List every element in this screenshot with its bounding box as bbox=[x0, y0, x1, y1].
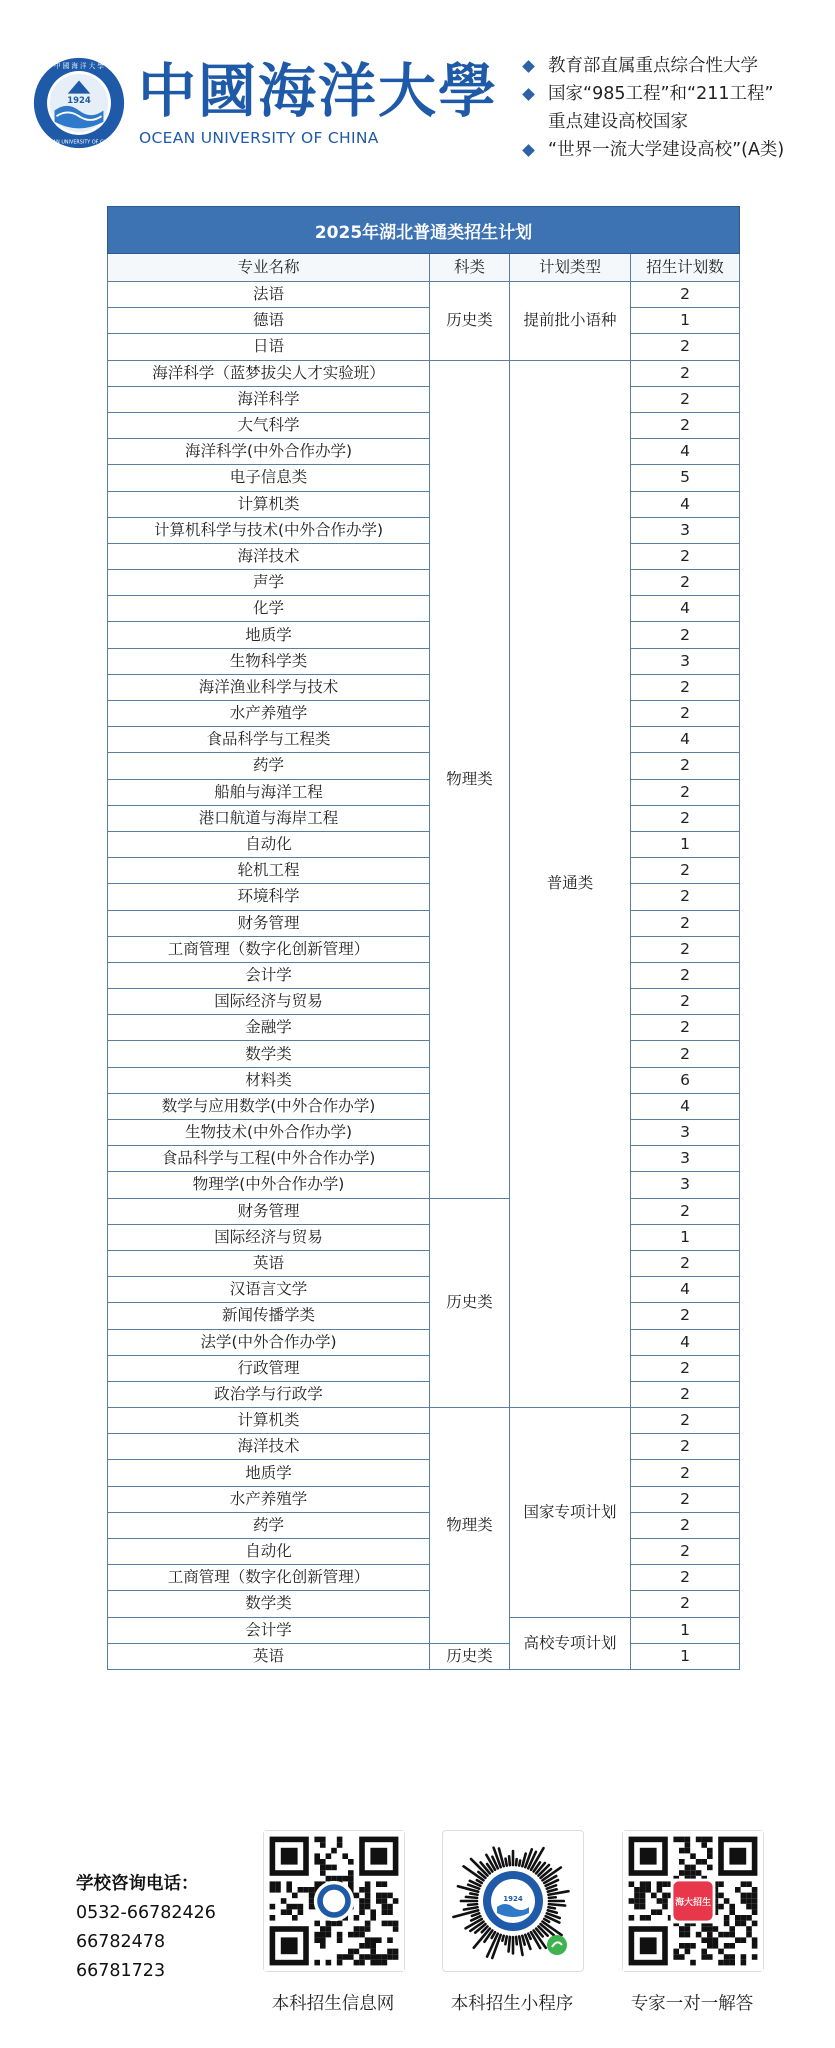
cell-subject: 物理类 bbox=[430, 1408, 510, 1644]
cell-count: 4 bbox=[631, 1093, 740, 1119]
cell-major: 工商管理（数字化创新管理） bbox=[108, 1565, 430, 1591]
university-name-en: OCEAN UNIVERSITY OF CHINA bbox=[139, 129, 379, 147]
table-row bbox=[108, 386, 740, 412]
table-row bbox=[108, 884, 740, 910]
cell-count: 2 bbox=[631, 884, 740, 910]
cell-major: 港口航道与海岸工程 bbox=[108, 805, 430, 831]
cell-major: 财务管理 bbox=[108, 910, 430, 936]
highlight-item: 国家“985工程”和“211工程” 重点建设高校国家 bbox=[520, 80, 835, 136]
cell-major: 工商管理（数字化创新管理） bbox=[108, 936, 430, 962]
diamond-bullet-icon bbox=[522, 60, 535, 73]
cell-major: 化学 bbox=[108, 596, 430, 622]
cell-major: 药学 bbox=[108, 1512, 430, 1538]
cell-major: 德语 bbox=[108, 308, 430, 334]
cell-subject: 物理类 bbox=[430, 360, 510, 1198]
table-row bbox=[108, 727, 740, 753]
cell-count: 2 bbox=[631, 753, 740, 779]
cell-major: 计算机类 bbox=[108, 1408, 430, 1434]
table-title: 2025年湖北普通类招生计划 bbox=[108, 207, 740, 254]
cell-major: 法学(中外合作办学) bbox=[108, 1329, 430, 1355]
table-row bbox=[108, 1355, 740, 1381]
table-row bbox=[108, 412, 740, 438]
cell-major: 国际经济与贸易 bbox=[108, 1224, 430, 1250]
table-row bbox=[108, 570, 740, 596]
cell-major: 金融学 bbox=[108, 1015, 430, 1041]
cell-count: 2 bbox=[631, 674, 740, 700]
table-row bbox=[108, 439, 740, 465]
cell-count: 1 bbox=[631, 1643, 740, 1669]
table-row bbox=[108, 1408, 740, 1434]
table-row bbox=[108, 1381, 740, 1407]
qr-label-miniprogram: 本科招生小程序 bbox=[450, 1994, 574, 2014]
qr-code-website-icon[interactable] bbox=[263, 1830, 405, 1972]
cell-major: 食品科学与工程类 bbox=[108, 727, 430, 753]
cell-major: 电子信息类 bbox=[108, 465, 430, 491]
cell-count: 2 bbox=[631, 858, 740, 884]
cell-major: 海洋科学 bbox=[108, 386, 430, 412]
cell-major: 地质学 bbox=[108, 622, 430, 648]
cell-count: 2 bbox=[631, 962, 740, 988]
cell-major: 船舶与海洋工程 bbox=[108, 779, 430, 805]
cell-count: 2 bbox=[631, 570, 740, 596]
cell-count: 3 bbox=[631, 517, 740, 543]
cell-major: 英语 bbox=[108, 1643, 430, 1669]
table-row bbox=[108, 622, 740, 648]
table-row bbox=[108, 1198, 740, 1224]
cell-major: 药学 bbox=[108, 753, 430, 779]
cell-major: 海洋渔业科学与技术 bbox=[108, 674, 430, 700]
table-row bbox=[108, 1015, 740, 1041]
cell-count: 2 bbox=[631, 334, 740, 360]
cell-count: 1 bbox=[631, 1617, 740, 1643]
table-row bbox=[108, 910, 740, 936]
cell-major: 环境科学 bbox=[108, 884, 430, 910]
cell-count: 2 bbox=[631, 360, 740, 386]
highlight-item: “世界一流大学建设高校”(A类) bbox=[520, 136, 835, 164]
table-row bbox=[108, 858, 740, 884]
table-row bbox=[108, 360, 740, 386]
cell-plan-type: 高校专项计划 bbox=[510, 1617, 631, 1669]
cell-count: 1 bbox=[631, 831, 740, 857]
header-plan-type: 计划类型 bbox=[510, 254, 631, 282]
cell-count: 2 bbox=[631, 412, 740, 438]
cell-count: 2 bbox=[631, 282, 740, 308]
cell-major: 数学类 bbox=[108, 1041, 430, 1067]
table-row bbox=[108, 753, 740, 779]
cell-count: 2 bbox=[631, 1381, 740, 1407]
table-row bbox=[108, 1643, 740, 1669]
cell-major: 数学类 bbox=[108, 1591, 430, 1617]
cell-count: 4 bbox=[631, 1277, 740, 1303]
cell-count: 2 bbox=[631, 779, 740, 805]
table-row bbox=[108, 1172, 740, 1198]
emblem-year: 1924 bbox=[67, 95, 91, 105]
table-row bbox=[108, 1041, 740, 1067]
table-row bbox=[108, 831, 740, 857]
cell-count: 2 bbox=[631, 1539, 740, 1565]
university-emblem-icon bbox=[32, 56, 126, 150]
cell-count: 2 bbox=[631, 1486, 740, 1512]
cell-count: 2 bbox=[631, 1355, 740, 1381]
table-row bbox=[108, 962, 740, 988]
table-row bbox=[108, 779, 740, 805]
cell-major: 材料类 bbox=[108, 1067, 430, 1093]
cell-count: 4 bbox=[631, 727, 740, 753]
diamond-bullet-icon bbox=[522, 144, 535, 157]
table-row bbox=[108, 1565, 740, 1591]
cell-plan-type: 提前批小语种 bbox=[510, 282, 631, 361]
cell-count: 2 bbox=[631, 701, 740, 727]
cell-major: 法语 bbox=[108, 282, 430, 308]
cell-count: 2 bbox=[631, 1591, 740, 1617]
cell-count: 2 bbox=[631, 386, 740, 412]
table-row bbox=[108, 491, 740, 517]
cell-major: 自动化 bbox=[108, 1539, 430, 1565]
table-row bbox=[108, 1460, 740, 1486]
cell-major: 生物技术(中外合作办学) bbox=[108, 1120, 430, 1146]
table-row bbox=[108, 1067, 740, 1093]
cell-major: 汉语言文学 bbox=[108, 1277, 430, 1303]
cell-count: 2 bbox=[631, 1565, 740, 1591]
table-row bbox=[108, 1250, 740, 1276]
cell-major: 生物科学类 bbox=[108, 648, 430, 674]
cell-major: 国际经济与贸易 bbox=[108, 989, 430, 1015]
cell-count: 2 bbox=[631, 936, 740, 962]
cell-major: 政治学与行政学 bbox=[108, 1381, 430, 1407]
cell-count: 3 bbox=[631, 1146, 740, 1172]
table-row bbox=[108, 989, 740, 1015]
table-row bbox=[108, 1512, 740, 1538]
table-row bbox=[108, 1434, 740, 1460]
cell-count: 2 bbox=[631, 1250, 740, 1276]
table-row bbox=[108, 648, 740, 674]
table-row bbox=[108, 805, 740, 831]
cell-major: 计算机类 bbox=[108, 491, 430, 517]
cell-count: 2 bbox=[631, 910, 740, 936]
cell-count: 2 bbox=[631, 1460, 740, 1486]
cell-major: 会计学 bbox=[108, 1617, 430, 1643]
table-row bbox=[108, 1303, 740, 1329]
cell-subject: 历史类 bbox=[430, 1643, 510, 1669]
cell-major: 财务管理 bbox=[108, 1198, 430, 1224]
cell-count: 2 bbox=[631, 805, 740, 831]
table-row bbox=[108, 465, 740, 491]
cell-count: 2 bbox=[631, 1512, 740, 1538]
table-row bbox=[108, 1120, 740, 1146]
qr-code-miniprogram-icon[interactable] bbox=[442, 1830, 584, 1972]
table-row bbox=[108, 308, 740, 334]
cell-major: 食品科学与工程(中外合作办学) bbox=[108, 1146, 430, 1172]
cell-count: 2 bbox=[631, 622, 740, 648]
cell-major: 计算机科学与技术(中外合作办学) bbox=[108, 517, 430, 543]
cell-count: 4 bbox=[631, 491, 740, 517]
cell-major: 自动化 bbox=[108, 831, 430, 857]
header-major: 专业名称 bbox=[108, 254, 430, 282]
footer bbox=[0, 1830, 835, 2030]
header-subject: 科类 bbox=[430, 254, 510, 282]
table-row bbox=[108, 334, 740, 360]
admission-plan-table bbox=[107, 206, 740, 1670]
table-row bbox=[108, 1146, 740, 1172]
cell-major: 海洋科学（蓝梦拔尖人才实验班） bbox=[108, 360, 430, 386]
cell-major: 物理学(中外合作办学) bbox=[108, 1172, 430, 1198]
cell-major: 英语 bbox=[108, 1250, 430, 1276]
highlight-item: 教育部直属重点综合性大学 bbox=[520, 52, 835, 80]
table-row bbox=[108, 596, 740, 622]
qr-badge-text: 海大招生 bbox=[675, 1897, 711, 1908]
cell-plan-type: 国家专项计划 bbox=[510, 1408, 631, 1618]
qr-label-consult: 专家一对一解答 bbox=[630, 1994, 754, 2014]
cell-major: 日语 bbox=[108, 334, 430, 360]
cell-major: 地质学 bbox=[108, 1460, 430, 1486]
cell-major: 水产养殖学 bbox=[108, 701, 430, 727]
cell-count: 2 bbox=[631, 1303, 740, 1329]
cell-count: 1 bbox=[631, 1224, 740, 1250]
cell-count: 1 bbox=[631, 308, 740, 334]
qr-code-consult-icon[interactable] bbox=[622, 1830, 764, 1972]
table-row bbox=[108, 1591, 740, 1617]
cell-count: 2 bbox=[631, 989, 740, 1015]
header bbox=[28, 52, 818, 162]
phone-number[interactable]: 66782478 bbox=[76, 1932, 166, 1952]
cell-major: 行政管理 bbox=[108, 1355, 430, 1381]
cell-count: 4 bbox=[631, 439, 740, 465]
cell-major: 声学 bbox=[108, 570, 430, 596]
table-row bbox=[108, 1486, 740, 1512]
highlights-list bbox=[520, 52, 835, 164]
table-row bbox=[108, 701, 740, 727]
cell-count: 2 bbox=[631, 1434, 740, 1460]
cell-major: 海洋科学(中外合作办学) bbox=[108, 439, 430, 465]
cell-major: 大气科学 bbox=[108, 412, 430, 438]
cell-count: 4 bbox=[631, 596, 740, 622]
table-row bbox=[108, 1329, 740, 1355]
cell-major: 数学与应用数学(中外合作办学) bbox=[108, 1093, 430, 1119]
emblem-ring-en: OCEAN UNIVERSITY OF CHINA bbox=[42, 139, 116, 146]
table-row bbox=[108, 1093, 740, 1119]
diamond-bullet-icon bbox=[522, 88, 535, 101]
cell-major: 新闻传播学类 bbox=[108, 1303, 430, 1329]
cell-count: 4 bbox=[631, 1329, 740, 1355]
cell-count: 2 bbox=[631, 1015, 740, 1041]
table-row bbox=[108, 517, 740, 543]
cell-major: 轮机工程 bbox=[108, 858, 430, 884]
cell-major: 水产养殖学 bbox=[108, 1486, 430, 1512]
table-body bbox=[108, 282, 740, 1670]
cell-count: 3 bbox=[631, 1172, 740, 1198]
emblem-year: 1924 bbox=[503, 1895, 523, 1903]
university-name-cn: 中國海洋大學 bbox=[138, 57, 499, 125]
qr-label-website: 本科招生信息网 bbox=[271, 1994, 395, 2014]
cell-major: 海洋技术 bbox=[108, 1434, 430, 1460]
table-row bbox=[108, 936, 740, 962]
cell-count: 2 bbox=[631, 1408, 740, 1434]
table-row bbox=[108, 282, 740, 308]
contact-phones bbox=[76, 1870, 216, 1986]
cell-count: 6 bbox=[631, 1067, 740, 1093]
table-row bbox=[108, 543, 740, 569]
table-row bbox=[108, 674, 740, 700]
phone-label: 学校咨询电话： bbox=[76, 1874, 199, 1894]
cell-subject: 历史类 bbox=[430, 282, 510, 361]
cell-count: 5 bbox=[631, 465, 740, 491]
cell-count: 3 bbox=[631, 1120, 740, 1146]
cell-major: 会计学 bbox=[108, 962, 430, 988]
emblem-ring-text: 中 國 海 洋 大 學 bbox=[54, 62, 104, 71]
table-row bbox=[108, 1277, 740, 1303]
cell-major: 海洋技术 bbox=[108, 543, 430, 569]
cell-count: 2 bbox=[631, 543, 740, 569]
cell-count: 2 bbox=[631, 1041, 740, 1067]
cell-count: 3 bbox=[631, 648, 740, 674]
header-count: 招生计划数 bbox=[631, 254, 740, 282]
cell-subject: 历史类 bbox=[430, 1198, 510, 1408]
table-row bbox=[108, 1539, 740, 1565]
table-row bbox=[108, 1224, 740, 1250]
cell-plan-type: 普通类 bbox=[510, 360, 631, 1408]
phone-number[interactable]: 0532-66782426 bbox=[76, 1903, 216, 1923]
phone-number[interactable]: 66781723 bbox=[76, 1961, 166, 1981]
table-row bbox=[108, 1617, 740, 1643]
cell-count: 2 bbox=[631, 1198, 740, 1224]
